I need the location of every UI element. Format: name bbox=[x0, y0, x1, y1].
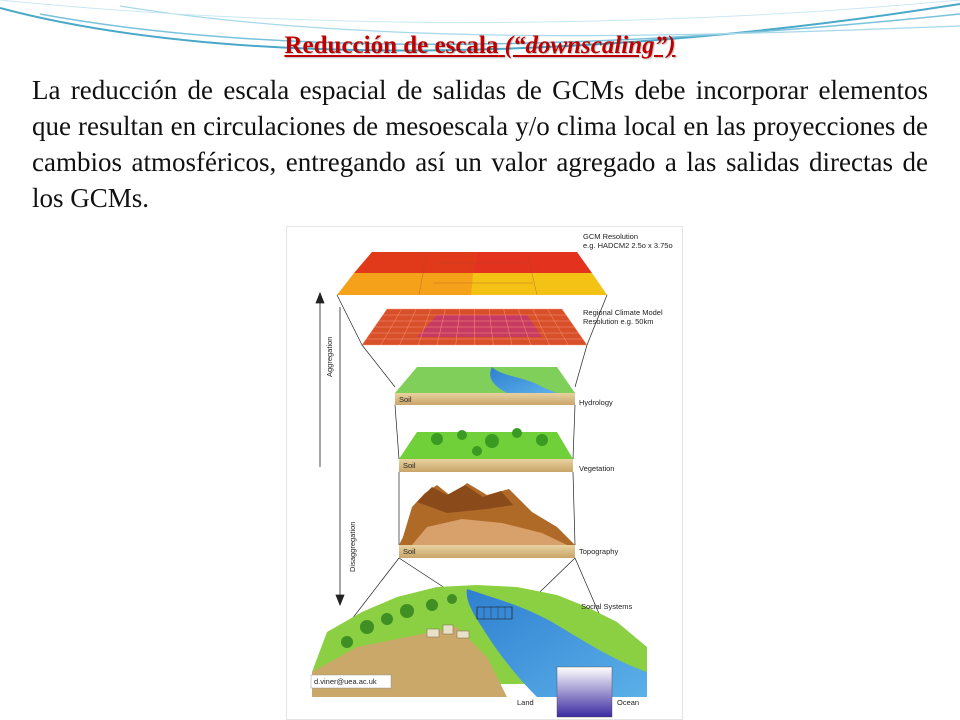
vegetation-layer bbox=[399, 428, 573, 472]
topography-layer bbox=[399, 483, 575, 558]
gcm-resolution-label: GCM Resolution bbox=[583, 232, 639, 241]
vegetation-label: Vegetation bbox=[579, 464, 615, 473]
land-label: Land bbox=[517, 698, 534, 707]
soil-label-3: Soil bbox=[403, 547, 416, 556]
ocean-depth-bar bbox=[557, 667, 612, 717]
soil-label-1: Soil bbox=[399, 395, 412, 404]
title-subtitle: (“downscaling”) bbox=[504, 32, 676, 59]
downscaling-diagram bbox=[286, 226, 683, 720]
body-paragraph: La reducción de escala espacial de salidas de GCMs debe incorporar elementos que resultan en circulaciones de mesoescala y/o clima local en las proyecciones de cambios atmosféricos, entregando así un valor agregado a las salidas directas de los GCMs. bbox=[32, 75, 928, 213]
credit-email: d.viner@uea.ac.uk bbox=[314, 677, 377, 686]
gcm-resolution-example: e.g. HADCM2 2.5o x 3.75o bbox=[583, 241, 673, 250]
slide-title bbox=[0, 32, 960, 60]
soil-label-2: Soil bbox=[403, 461, 416, 470]
disaggregation-label: Disaggregation bbox=[348, 521, 357, 572]
rcm-resolution-example: Resolution e.g. 50km bbox=[583, 317, 654, 326]
aggregation-label: Aggregation bbox=[325, 336, 334, 377]
ocean-label: Ocean bbox=[617, 698, 640, 707]
rcm-label: Regional Climate Model bbox=[583, 308, 663, 317]
topography-label: Topography bbox=[579, 547, 619, 556]
hydrology-label: Hydrology bbox=[579, 398, 613, 407]
gcm-layer bbox=[337, 252, 607, 295]
rcm-layer bbox=[362, 309, 587, 345]
hydrology-layer bbox=[395, 367, 575, 405]
social-systems-label: Social Systems bbox=[581, 602, 633, 611]
title-main: Reducción de escala bbox=[284, 32, 499, 59]
